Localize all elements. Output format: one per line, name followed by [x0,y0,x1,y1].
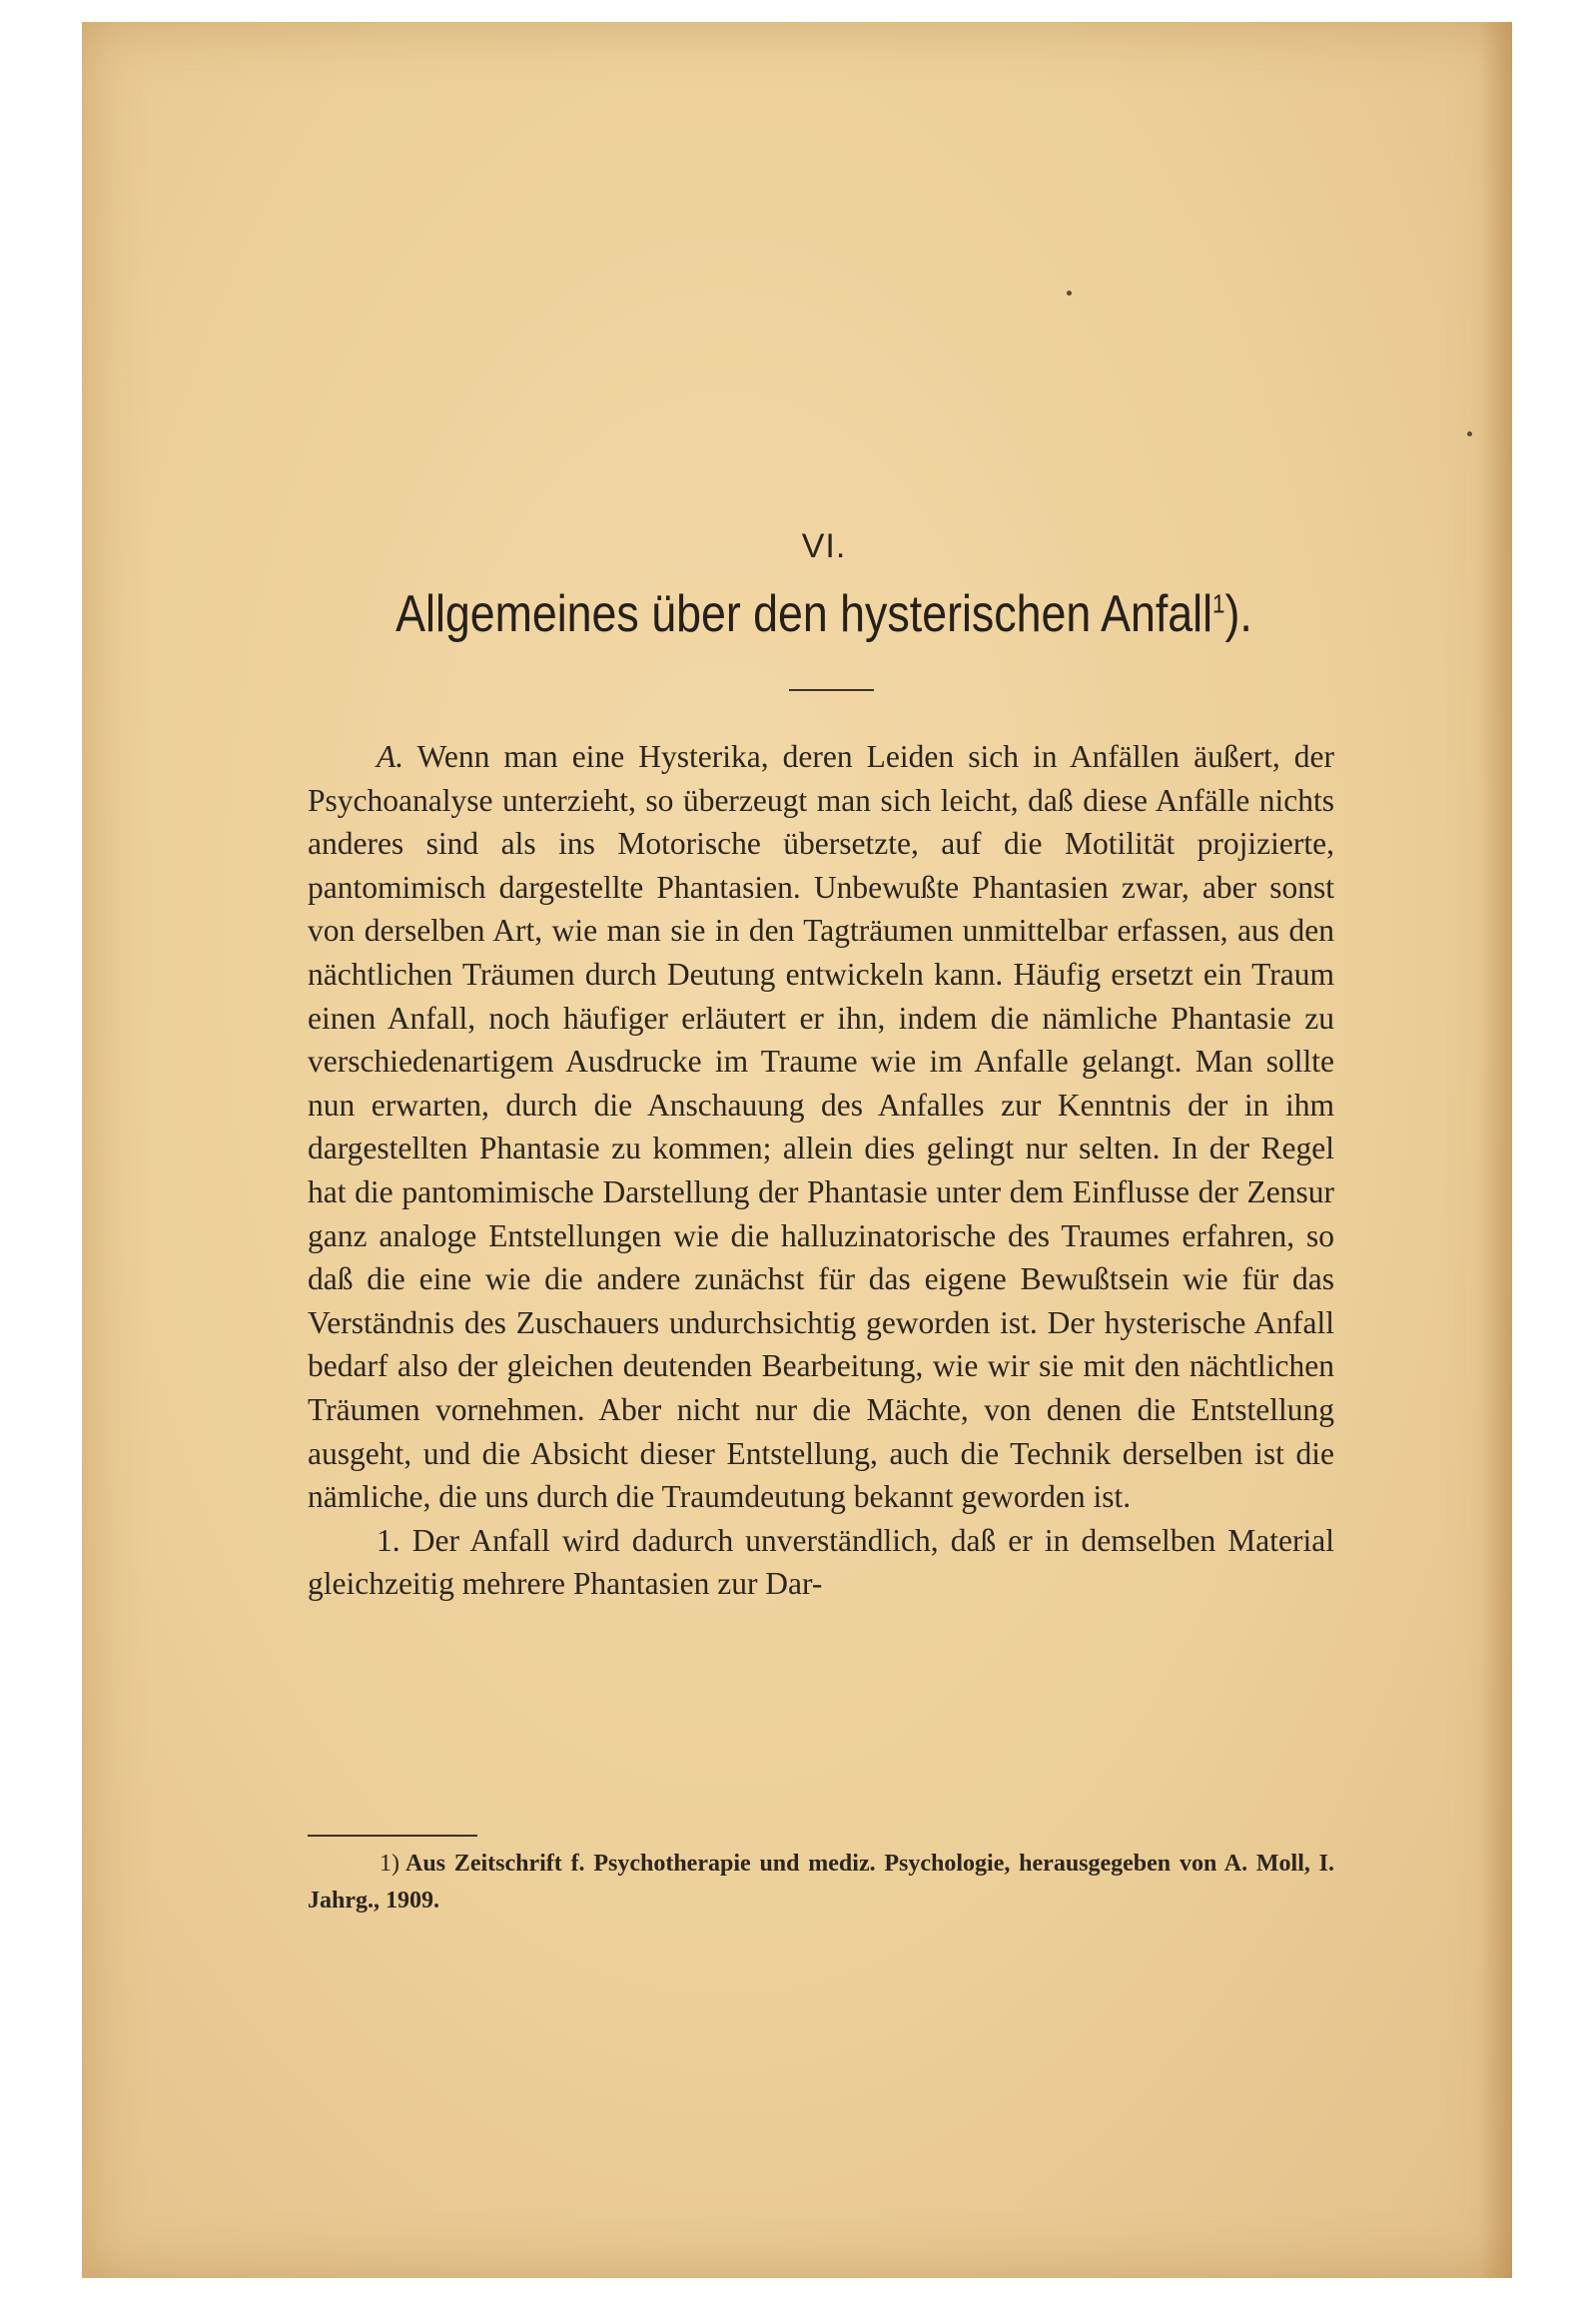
chapter-title-text: Allgemeines über den hysterischen Anfall [396,585,1213,643]
paragraph-text: 1. Der Anfall wird dadurch unverständlich, daß er in demselben Material gleichzeitig mehrere Phantasien zur Dar- [308,1522,1334,1602]
ink-speck [1467,431,1472,436]
footnote-text: Aus Zeitschrift f. Psychotherapie und mediz. Psychologie, herausgegeben von A. Moll, I. Jahrg., 1909. [308,1851,1334,1914]
paragraph-text: Wenn man eine Hysterika, deren Leiden sich in Anfällen äußert, der Psychoanalyse unterzieht, so überzeugt man sich leicht, daß diese Anfälle nichts anderes sind als ins Motorische übersetzte, auf die Motilität projizierte, pantomimisch dargestellte Phantasien. Unbewußte Phantasien zwar, aber sonst von derselben Art, wie man sie in den Tagträumen unmittelbar erfassen, aus den nächtlichen Träumen durch Deutung entwickeln kann. Häufig ersetzt ein Traum einen Anfall, noch häufiger erläutert er ihn, indem die nämliche Phantasie zu verschiedenartigem Ausdrucke im Traume wie im Anfalle gelangt. Man sollte nun erwarten, durch die Anschauung des Anfalles zur Kenntnis der in ihm dargestellten Phantasie zu kommen; allein dies gelingt nur selten. In der Regel hat die pantomimische Darstellung der Phantasie unter dem Einflusse der Zensur ganz analoge Entstellungen wie die halluzinatorische des Traumes erfahren, so daß die eine wie die andere zunächst für das eigene Bewußtsein wie für das Verständnis des Zuschauers undurchsichtig geworden ist. Der hysterische Anfall bedarf also der gleichen deutenden Bearbeitung, wie wir sie mit den nächtlichen Träumen vornehmen. Aber nicht nur die Mächte, von denen die Entstellung ausgeht, und die Absicht dieser Entstellung, auch die Technik derselben ist die nämliche, die uns durch die Traumdeutung bekannt geworden ist. [308,739,1334,1515]
paragraph [308,1519,1334,1606]
chapter-title-close: ). [1224,585,1252,643]
footnote-reference: 1 [1212,588,1225,619]
footnote-marker: 1) [380,1851,399,1877]
ink-speck [1067,291,1072,296]
section-mark: A. [377,739,404,774]
footnote-divider [308,1835,477,1837]
title-divider [789,689,874,691]
paragraph [308,735,1334,1519]
footnote [308,1846,1334,1919]
chapter-title [138,584,1510,644]
page-spine-shadow [1480,22,1512,2278]
chapter-number: VI. [801,527,847,565]
body-text [308,735,1334,1606]
